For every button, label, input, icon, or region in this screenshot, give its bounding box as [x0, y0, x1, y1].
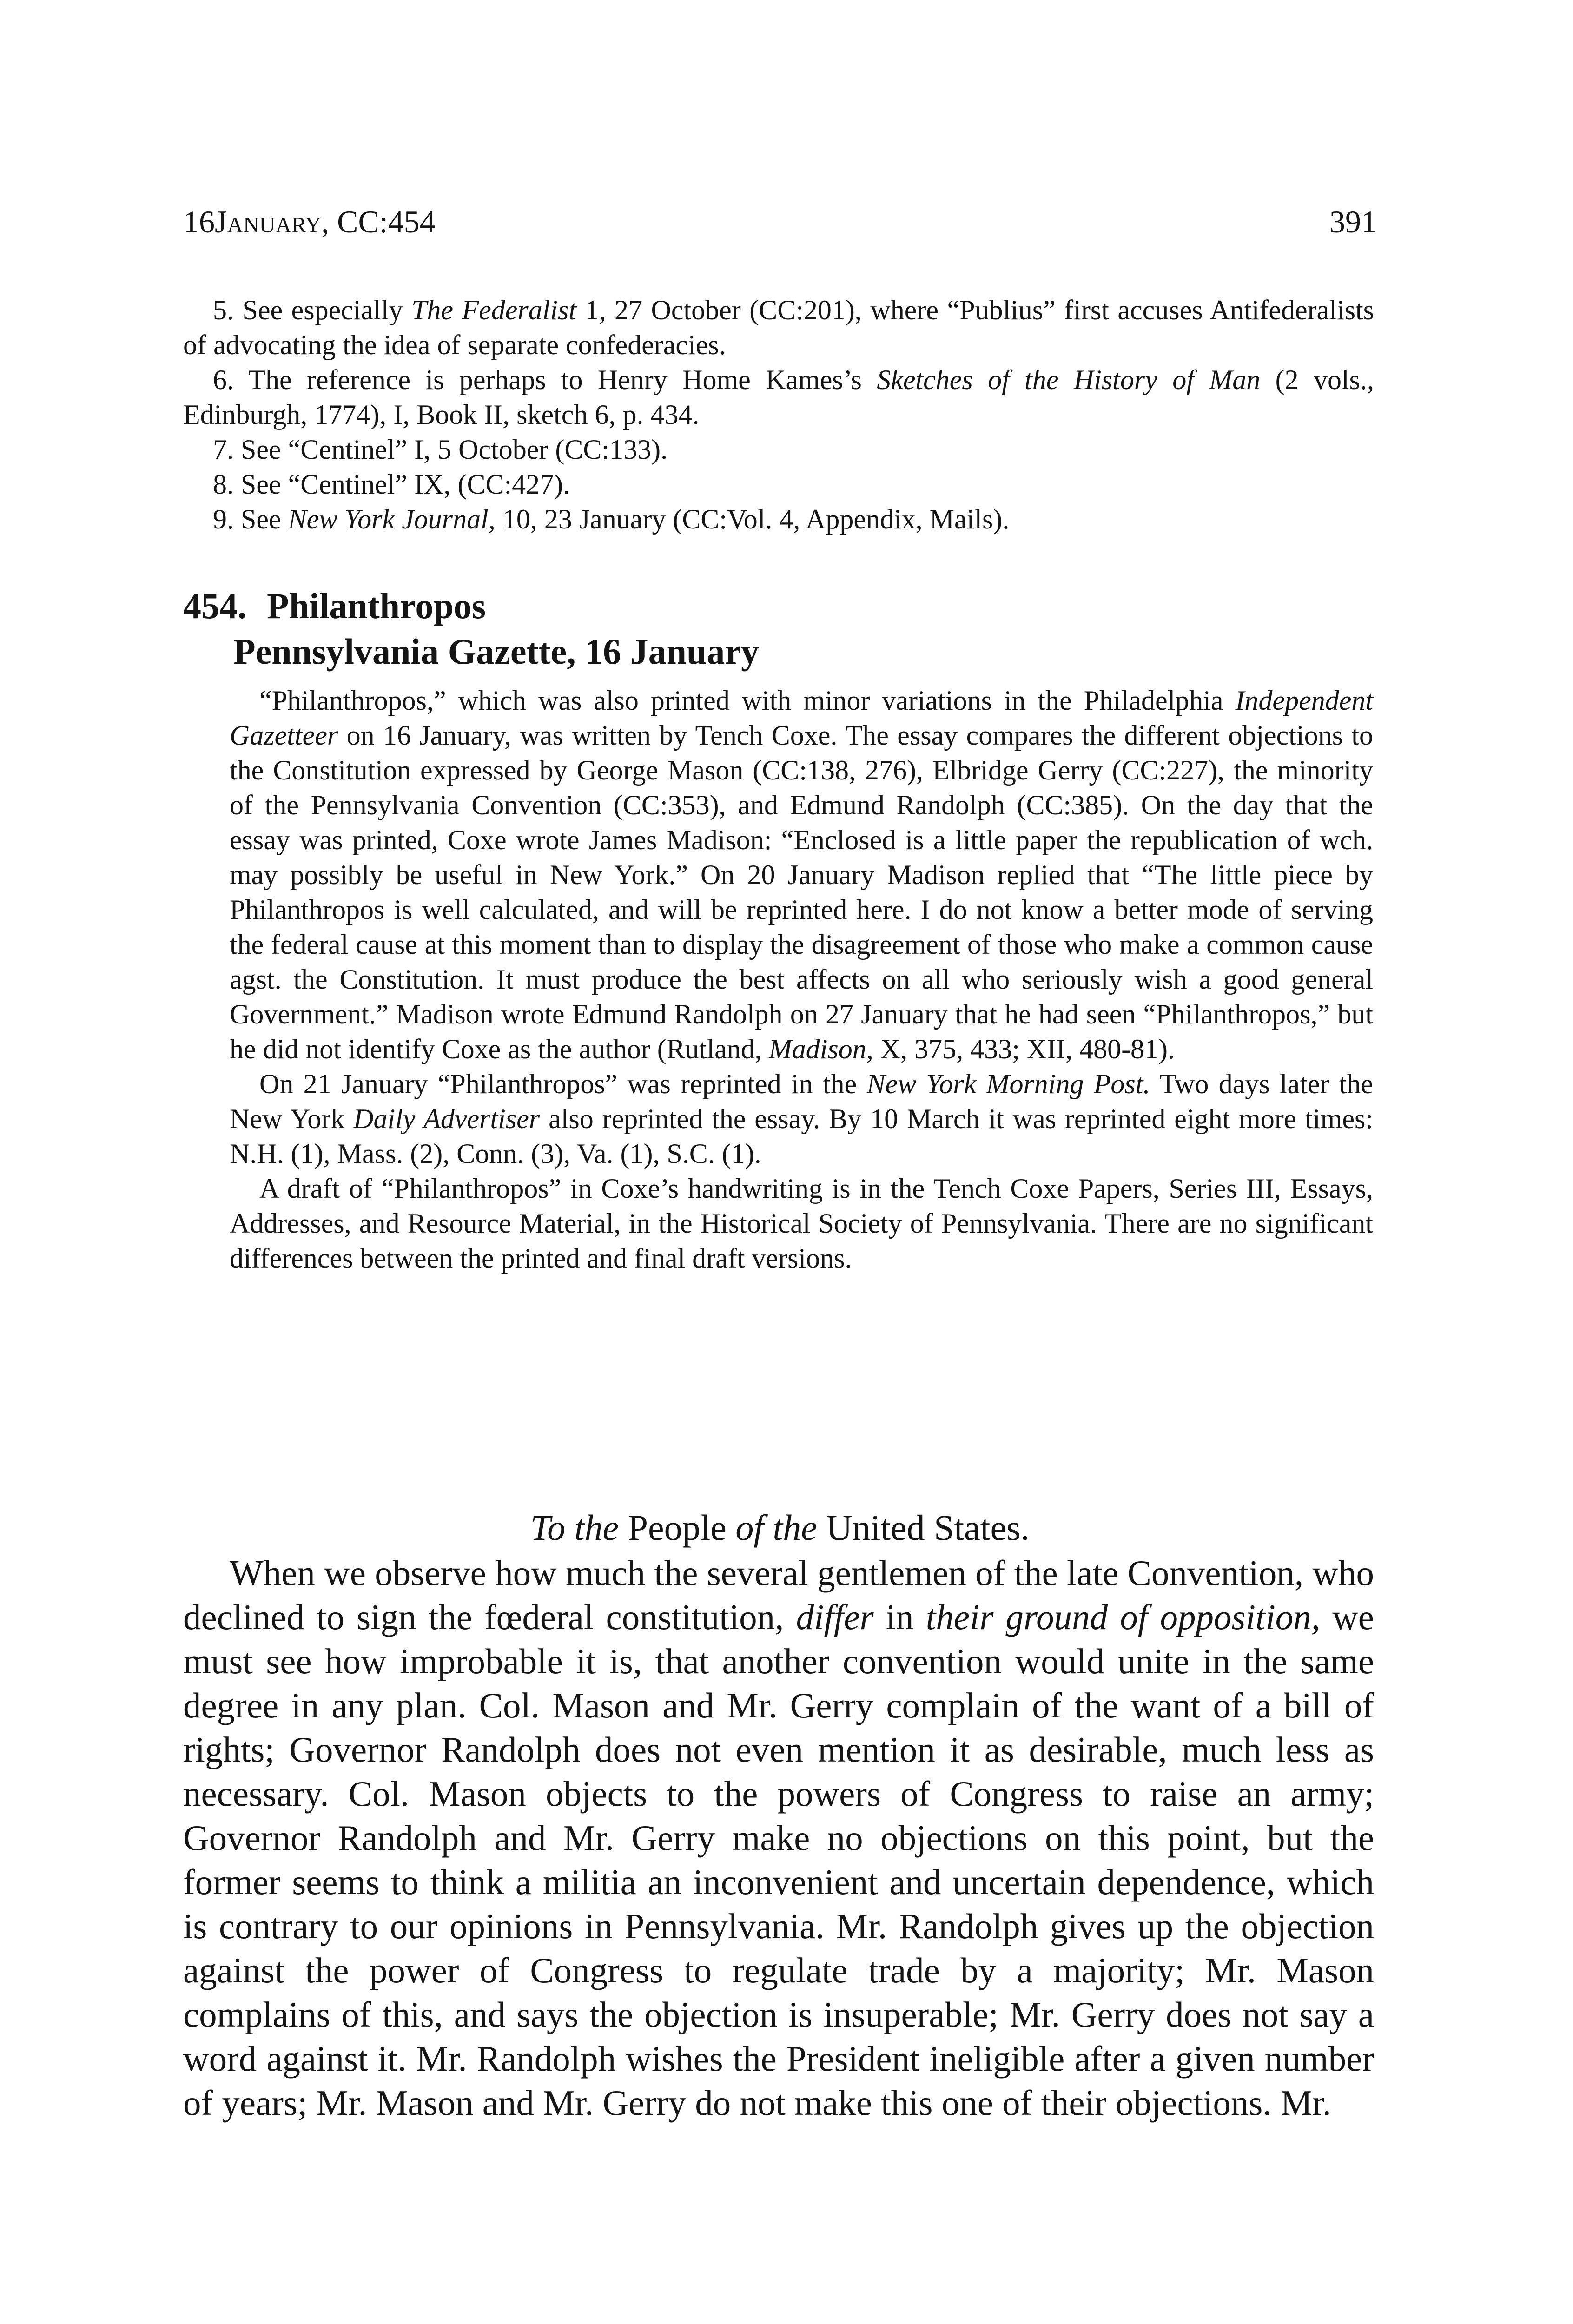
- essay-paragraph: When we observe how much the several gentlemen of the late Convention, who declined to sign the fœderal constitution, differ in their ground of opposition, we must see how improbable it is, that another convention would unite in the same degree in any plan. Col. Mason and Mr. Gerry complain of the want of a bill of rights; Governor Randolph does not even mention it as desirable, much less as necessary. Col. Mason objects to the powers of Congress to raise an army; Governor Randolph and Mr. Gerry make no objections on this point, but the former seems to think a militia an inconvenient and uncertain dependence, which is contrary to our opinions in Pennsylvania. Mr. Randolph gives up the objection against the power of Congress to regulate trade by a majority; Mr. Mason complains of this, and says the objection is insuperable; Mr. Gerry does not say a word against it. Mr. Randolph wishes the President ineligible after a given number of years; Mr. Mason and Mr. Gerry do not make this one of their objections. Mr.: [183, 1553, 1374, 2123]
- document-title: Philanthropos: [267, 586, 486, 626]
- note-8: 8. See “Centinel” IX, (CC:427).: [213, 469, 570, 500]
- running-head: [183, 201, 1377, 243]
- note-9: 9. See New York Journal, 10, 23 January (CC:Vol. 4, Appendix, Mails).: [213, 504, 1010, 535]
- doc-reference: , CC:454: [321, 204, 436, 239]
- address-line: To the People of the United States.: [530, 1507, 1030, 1548]
- headnote-paragraph-3: A draft of “Philanthropos” in Coxe’s handwriting is in the Tench Coxe Papers, Series III, Essays, Addresses, and Resource Material, in the Historical Society of Pennsylvania. There are no significant differences between the printed and final draft versions.: [230, 1173, 1373, 1274]
- running-head-date: [183, 201, 436, 243]
- note-7: 7. See “Centinel” I, 5 October (CC:133).: [213, 434, 668, 465]
- date-day: 16: [183, 204, 215, 239]
- note-6: 6. The reference is perhaps to Henry Home Kames’s Sketches of the History of Man (2 vols., Edinburgh, 1774), I, Book II, sketch 6, p. 434.: [183, 364, 1375, 430]
- document-number: 454.: [183, 586, 247, 626]
- date-month: January: [215, 204, 322, 239]
- headnote-paragraph-2: On 21 January “Philanthropos” was reprinted in the New York Morning Post. Two days later the New York Daily Advertiser also reprinted the essay. By 10 March it was reprinted eight more times: N.H. (1), Mass. (2), Conn. (3), Va. (1), S.C. (1).: [230, 1069, 1374, 1169]
- page-number: 391: [1329, 204, 1377, 239]
- note-5: 5. See especially The Federalist 1, 27 October (CC:201), where “Publius” first accuses Antifederalists of advocating the idea of separate confederacies.: [183, 295, 1375, 360]
- footnotes: [183, 293, 1374, 537]
- headnote: [230, 683, 1373, 1276]
- essay-body: [183, 1551, 1374, 2125]
- document-source: Pennsylvania Gazette, 16 January: [233, 631, 759, 672]
- headnote-paragraph-1: “Philanthropos,” which was also printed with minor variations in the Philadelphia Independent Gazetteer on 16 January, was written by Tench Coxe. The essay compares the different objections to the Constitution expressed by George Mason (CC:138, 276), Elbridge Gerry (CC:227), the minority of the Pennsylvania Convention (CC:353), and Edmund Randolph (CC:385). On the day that the essay was printed, Coxe wrote James Madison: “Enclosed is a little paper the republication of wch. may possibly be useful in New York.” On 20 January Madison replied that “The little piece by Philanthropos is well calculated, and will be reprinted here. I do not know a better mode of serving the federal cause at this moment than to display the disagreement of those who make a common cause agst. the Constitution. It must produce the best affects on all who seriously wish a good general Government.” Madison wrote Edmund Randolph on 27 January that he had seen “Philanthropos,” but he did not identify Coxe as the author (Rutland, Madison, X, 375, 433; XII, 480-81).: [230, 685, 1373, 1064]
- document-heading: [183, 583, 1373, 674]
